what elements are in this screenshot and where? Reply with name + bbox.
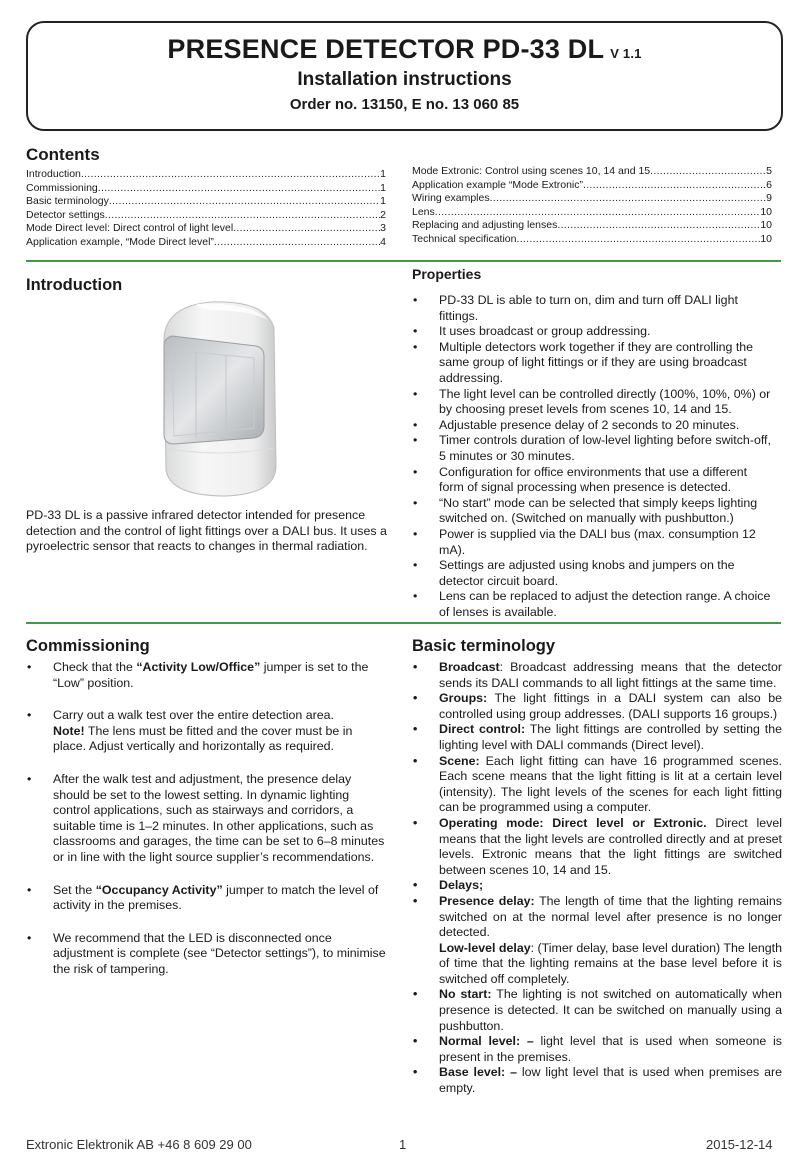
term-no-start: • No start: The lighting is not switched on automatically when presence is detected. It can be switched on manually using a pushbutton. (412, 987, 782, 1034)
toc-entry[interactable]: Introduction ..... 1 (26, 168, 386, 182)
header-box (26, 21, 783, 131)
toc-entry[interactable]: Wiring examples ..... 9 (412, 192, 772, 206)
title-text: PRESENCE DETECTOR PD-33 DL (167, 34, 605, 64)
toc-entry[interactable]: Basic terminology ..... 1 (26, 195, 386, 209)
list-item: • It uses broadcast or group addressing. (412, 324, 774, 340)
term-groups: • Groups: The light fittings in a DALI system can also be controlled using group addresses. (DALI supports 16 groups.) (412, 691, 782, 722)
footer-company: Extronic Elektronik AB +46 8 609 29 00 (26, 1137, 252, 1152)
document-subtitle: Installation instructions (297, 69, 512, 90)
list-item: • Adjustable presence delay of 2 seconds to 20 minutes. (412, 418, 774, 434)
list-item: • Multiple detectors work together if they are controlling the same group of light fittings or if they are using broadcast addressing. (412, 340, 774, 387)
toc-entry[interactable]: Replacing and adjusting lenses ..... 10 (412, 219, 772, 233)
properties-list (412, 293, 774, 620)
introduction-heading: Introduction (26, 276, 123, 294)
basic-terminology-list (412, 660, 782, 1097)
list-item: • PD-33 DL is able to turn on, dim and turn off DALI light fittings. (412, 293, 774, 324)
term-base-level: • Base level: – low light level that is used when premises are empty. (412, 1065, 782, 1096)
toc-entry[interactable]: Lens ..... 10 (412, 206, 772, 220)
list-item: • Configuration for office environments that use a different form of signal processing when presence is detected. (412, 465, 774, 496)
detector-product-image (156, 298, 286, 498)
list-item: • Set the “Occupancy Activity” jumper to match the level of activity in the premises. (26, 883, 388, 914)
list-item: • The light level can be controlled directly (100%, 10%, 0%) or by choosing preset levels from scenes 10, 14 and 15. (412, 387, 774, 418)
list-item: • Power is supplied via the DALI bus (max. consumption 12 mA). (412, 527, 774, 558)
term-delays: • Delays; (412, 878, 782, 894)
footer-page-number: 1 (399, 1137, 407, 1152)
list-item: • We recommend that the LED is disconnected once adjustment is complete (see “Detector settings”), to minimise the risk of tampering. (26, 931, 388, 978)
toc-entry[interactable]: Technical specification ..... 10 (412, 233, 772, 247)
contents-heading: Contents (26, 145, 100, 164)
term-operating-mode: • Operating mode: Direct level or Extronic. Direct level means that the light levels are controlled directly and at preset levels. Extronic means that the light fittings are switched between scenes 10, 14 and 15. (412, 816, 782, 878)
toc-entry[interactable]: Commissioning ..... 1 (26, 182, 386, 196)
document-title (28, 34, 781, 65)
term-broadcast: • Broadcast: Broadcast addressing means that the detector sends its DALI commands to all light fittings at the same time. (412, 660, 782, 691)
list-item: • Lens can be replaced to adjust the detection range. A choice of lenses is available. (412, 589, 774, 620)
order-number: Order no. 13150, E no. 13 060 85 (289, 96, 520, 113)
list-item: • Settings are adjusted using knobs and jumpers on the detector circuit board. (412, 558, 774, 589)
version-label: V 1.1 (610, 46, 642, 61)
list-item: • Timer controls duration of low-level lighting before switch-off, 5 minutes or 30 minutes. (412, 433, 774, 464)
list-item: • After the walk test and adjustment, the presence delay should be set to the lowest setting. In dynamic lighting control applications, such as stairways and corridors, a suitable time is 1–2 minutes. In other applications, such as classrooms and garages, the time can be set to 6–8 minutes or in line with the light source supplier’s recommendations. (26, 772, 388, 866)
term-direct-control: • Direct control: The light fittings are controlled by setting the lighting level with DALI commands (Direct level). (412, 722, 782, 753)
toc-left-column (26, 168, 386, 250)
list-item: • Check that the “Activity Low/Office” jumper is set to the “Low” position. (26, 660, 388, 691)
properties-heading: Properties (412, 266, 482, 282)
section-divider (26, 260, 781, 262)
commissioning-list (26, 660, 388, 995)
commissioning-heading: Commissioning (26, 637, 150, 655)
toc-entry[interactable]: Application example “Mode Extronic” ..... 6 (412, 179, 772, 193)
list-item: • Carry out a walk test over the entire detection area. Note! The lens must be fitted and the cover must be in place. Adjust vertically and horizontally as required. (26, 708, 388, 755)
toc-entry[interactable]: Application example, “Mode Direct level” ..... 4 (26, 236, 386, 250)
section-divider (26, 622, 781, 624)
footer-date: 2015-12-14 (706, 1137, 773, 1152)
term-normal-level: • Normal level: – light level that is used when someone is present in the premises. (412, 1034, 782, 1065)
basic-terminology-heading: Basic terminology (412, 637, 556, 655)
toc-right-column (412, 165, 772, 247)
term-scene: • Scene: Each light fitting can have 16 programmed scenes. Each scene means that the light fitting is lit at a certain level (intensity). The light levels of the scenes for each light fitting can be programmed using a computer. (412, 754, 782, 816)
toc-entry[interactable]: Mode Extronic: Control using scenes 10, 14 and 15 ..... 5 (412, 165, 772, 179)
term-presence-delay: • Presence delay: The length of time that the lighting remains switched on at the normal level after presence is no longer detected. Low-level delay: (Timer delay, base level duration) The length of time that the lighting remains at the base level before it is switched off completely. (412, 894, 782, 988)
toc-entry[interactable]: Mode Direct level: Direct control of light level ..... 3 (26, 222, 386, 236)
introduction-text: PD-33 DL is a passive infrared detector intended for presence detection and the control of light fittings over a DALI bus. It uses a pyroelectric sensor that reacts to changes in thermal radiation. (26, 508, 387, 554)
toc-entry[interactable]: Detector settings ..... 2 (26, 209, 386, 223)
list-item: • “No start” mode can be selected that simply keeps lighting switched on. (Switched on manually with pushbutton.) (412, 496, 774, 527)
